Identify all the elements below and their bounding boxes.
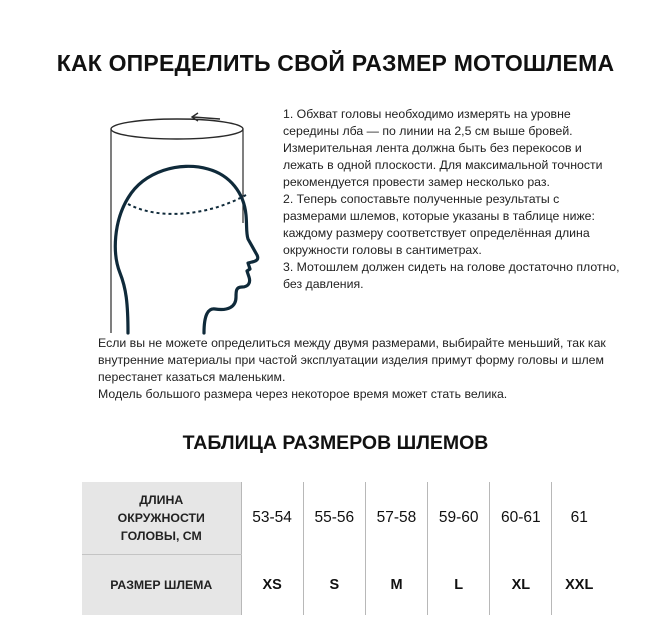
measuring-tape-ring xyxy=(111,119,243,139)
note-block xyxy=(98,335,618,403)
circumference-cell: 61 xyxy=(552,482,606,555)
instruction-step-3: 3. Мотошлем должен сидеть на голове достаточно плотно, без давления. xyxy=(283,260,620,291)
circumference-label-line-1: ДЛИНА xyxy=(139,493,184,507)
circumference-cell: 55-56 xyxy=(303,482,365,555)
circumference-label-line-3: ГОЛОВЫ, СМ xyxy=(120,529,202,543)
table-row-size xyxy=(82,555,606,616)
circumference-cell: 59-60 xyxy=(428,482,490,555)
instructions-block xyxy=(283,106,623,293)
note-paragraph-1: Если вы не можете определиться между двумя размерами, выбирайте меньший, так как внутренние материалы при частой эксплуатации изделия примут форму головы и шлем перестанет казаться маленьким. xyxy=(98,336,606,384)
tape-arrow-icon xyxy=(193,117,220,119)
size-cell: M xyxy=(365,555,427,616)
circumference-cell: 53-54 xyxy=(241,482,303,555)
table-row-circumference xyxy=(82,482,606,555)
note-paragraph-2: Модель большого размера через некоторое время может стать велика. xyxy=(98,387,508,401)
head-measurement-icon xyxy=(100,103,270,335)
size-cell: L xyxy=(428,555,490,616)
page-title: КАК ОПРЕДЕЛИТЬ СВОЙ РАЗМЕР МОТОШЛЕМА xyxy=(56,50,615,76)
table-title: ТАБЛИЦА РАЗМЕРОВ ШЛЕМОВ xyxy=(182,432,489,454)
circumference-label xyxy=(82,482,241,555)
size-cell: XL xyxy=(490,555,552,616)
instruction-step-2: 2. Теперь сопоставьте полученные результаты с размерами шлемов, которые указаны в таблице ниже: каждому размеру соответствует определённая длина окружности головы в сантиметрах. xyxy=(283,192,595,257)
circumference-cell: 57-58 xyxy=(365,482,427,555)
circumference-label-line-2: ОКРУЖНОСТИ xyxy=(117,511,205,525)
size-table xyxy=(82,482,606,615)
size-cell: S xyxy=(303,555,365,616)
instruction-step-1: 1. Обхват головы необходимо измерять на уровне середины лба — по линии на 2,5 см выше бровей. Измерительная лента должна быть без перекосов и лежать в одной плоскости. Для максимальной точности рекомендуется провести замер несколько раз. xyxy=(283,107,603,189)
size-cell: XS xyxy=(241,555,303,616)
head-profile-outline xyxy=(115,166,257,333)
circumference-cell: 60-61 xyxy=(490,482,552,555)
size-cell: XXL xyxy=(552,555,606,616)
size-label: РАЗМЕР ШЛЕМА xyxy=(82,555,241,616)
measure-line-dashed xyxy=(128,195,246,214)
